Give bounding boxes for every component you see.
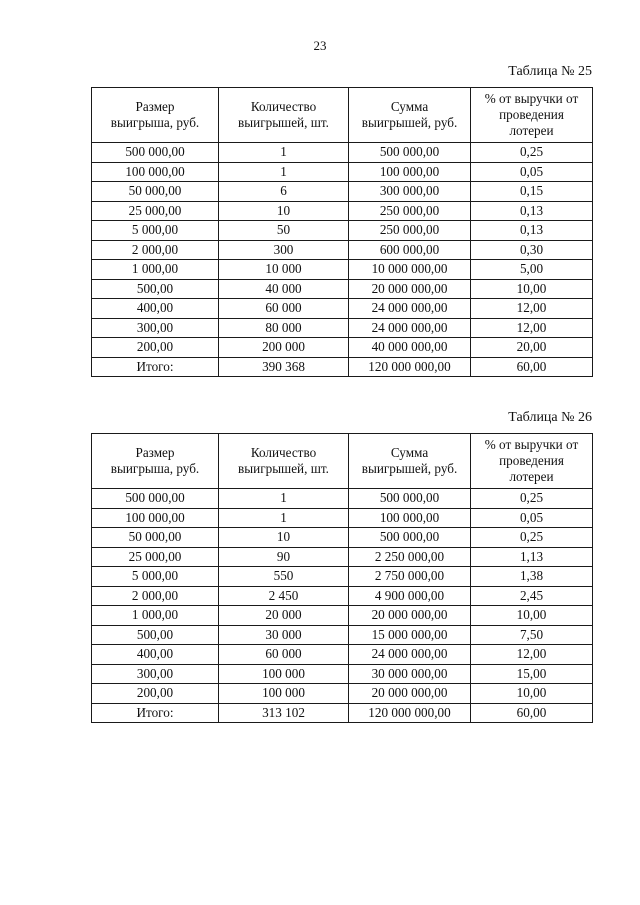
cell-prize-size: 300,00 xyxy=(92,318,219,338)
cell-prize-size: 500,00 xyxy=(92,279,219,299)
total-revenue-percent: 60,00 xyxy=(471,357,593,377)
table-row xyxy=(92,625,593,645)
cell-prize-sum: 20 000 000,00 xyxy=(349,684,471,704)
cell-prize-size: 1 000,00 xyxy=(92,260,219,280)
cell-prize-count: 2 450 xyxy=(219,586,349,606)
cell-revenue-percent: 0,30 xyxy=(471,240,593,260)
cell-prize-count: 100 000 xyxy=(219,684,349,704)
cell-revenue-percent: 20,00 xyxy=(471,338,593,358)
cell-revenue-percent: 0,15 xyxy=(471,182,593,202)
total-label: Итого: xyxy=(92,703,219,723)
cell-revenue-percent: 1,38 xyxy=(471,567,593,587)
header-prize-count: Количество выигрышей, шт. xyxy=(219,434,349,489)
cell-prize-size: 300,00 xyxy=(92,664,219,684)
cell-prize-sum: 30 000 000,00 xyxy=(349,664,471,684)
cell-prize-size: 2 000,00 xyxy=(92,586,219,606)
cell-prize-sum: 100 000,00 xyxy=(349,508,471,528)
cell-prize-size: 200,00 xyxy=(92,338,219,358)
cell-prize-count: 90 xyxy=(219,547,349,567)
table-row xyxy=(92,240,593,260)
cell-revenue-percent: 12,00 xyxy=(471,299,593,319)
cell-prize-size: 100 000,00 xyxy=(92,162,219,182)
cell-revenue-percent: 0,25 xyxy=(471,528,593,548)
cell-revenue-percent: 10,00 xyxy=(471,279,593,299)
cell-revenue-percent: 0,13 xyxy=(471,201,593,221)
total-prize-sum: 120 000 000,00 xyxy=(349,357,471,377)
cell-prize-sum: 24 000 000,00 xyxy=(349,645,471,665)
table-row xyxy=(92,606,593,626)
cell-prize-size: 5 000,00 xyxy=(92,221,219,241)
cell-prize-count: 10 000 xyxy=(219,260,349,280)
cell-prize-count: 550 xyxy=(219,567,349,587)
table-total-row xyxy=(92,357,593,377)
prize-table-26 xyxy=(91,433,593,723)
header-prize-sum: Сумма выигрышей, руб. xyxy=(349,434,471,489)
cell-prize-size: 400,00 xyxy=(92,645,219,665)
table-row xyxy=(92,664,593,684)
cell-prize-size: 400,00 xyxy=(92,299,219,319)
table-row xyxy=(92,489,593,509)
header-prize-size: Размер выигрыша, руб. xyxy=(92,434,219,489)
cell-prize-size: 1 000,00 xyxy=(92,606,219,626)
cell-revenue-percent: 0,25 xyxy=(471,143,593,163)
total-prize-sum: 120 000 000,00 xyxy=(349,703,471,723)
cell-prize-sum: 24 000 000,00 xyxy=(349,299,471,319)
table-row xyxy=(92,143,593,163)
cell-prize-size: 25 000,00 xyxy=(92,201,219,221)
total-label: Итого: xyxy=(92,357,219,377)
table-header-row xyxy=(92,88,593,143)
cell-prize-sum: 20 000 000,00 xyxy=(349,279,471,299)
cell-prize-size: 5 000,00 xyxy=(92,567,219,587)
table-row xyxy=(92,318,593,338)
cell-prize-size: 500,00 xyxy=(92,625,219,645)
table-row xyxy=(92,162,593,182)
cell-prize-sum: 300 000,00 xyxy=(349,182,471,202)
cell-revenue-percent: 15,00 xyxy=(471,664,593,684)
cell-revenue-percent: 12,00 xyxy=(471,318,593,338)
prize-table-25 xyxy=(91,87,593,377)
cell-revenue-percent: 5,00 xyxy=(471,260,593,280)
cell-prize-count: 10 xyxy=(219,201,349,221)
cell-prize-count: 30 000 xyxy=(219,625,349,645)
cell-prize-sum: 100 000,00 xyxy=(349,162,471,182)
header-prize-sum: Сумма выигрышей, руб. xyxy=(349,88,471,143)
table-row xyxy=(92,508,593,528)
cell-prize-count: 300 xyxy=(219,240,349,260)
table-row xyxy=(92,547,593,567)
cell-prize-count: 1 xyxy=(219,162,349,182)
cell-prize-size: 25 000,00 xyxy=(92,547,219,567)
table-row xyxy=(92,279,593,299)
cell-prize-sum: 2 250 000,00 xyxy=(349,547,471,567)
table-row xyxy=(92,586,593,606)
cell-prize-size: 500 000,00 xyxy=(92,489,219,509)
cell-prize-sum: 600 000,00 xyxy=(349,240,471,260)
table-row xyxy=(92,299,593,319)
cell-prize-sum: 4 900 000,00 xyxy=(349,586,471,606)
cell-prize-sum: 10 000 000,00 xyxy=(349,260,471,280)
cell-revenue-percent: 12,00 xyxy=(471,645,593,665)
cell-prize-count: 6 xyxy=(219,182,349,202)
cell-prize-sum: 2 750 000,00 xyxy=(349,567,471,587)
cell-revenue-percent: 2,45 xyxy=(471,586,593,606)
cell-prize-sum: 500 000,00 xyxy=(349,143,471,163)
cell-prize-count: 40 000 xyxy=(219,279,349,299)
cell-prize-sum: 40 000 000,00 xyxy=(349,338,471,358)
header-revenue-percent: % от выручки от проведения лотереи xyxy=(471,88,593,143)
total-prize-count: 390 368 xyxy=(219,357,349,377)
table-row xyxy=(92,567,593,587)
cell-prize-sum: 250 000,00 xyxy=(349,201,471,221)
table-header-row xyxy=(92,434,593,489)
cell-prize-sum: 250 000,00 xyxy=(349,221,471,241)
table-row xyxy=(92,201,593,221)
cell-prize-size: 2 000,00 xyxy=(92,240,219,260)
table-row xyxy=(92,260,593,280)
cell-revenue-percent: 0,05 xyxy=(471,162,593,182)
cell-prize-size: 100 000,00 xyxy=(92,508,219,528)
cell-prize-count: 20 000 xyxy=(219,606,349,626)
table-row xyxy=(92,182,593,202)
table-row xyxy=(92,684,593,704)
cell-prize-size: 50 000,00 xyxy=(92,528,219,548)
cell-revenue-percent: 0,25 xyxy=(471,489,593,509)
cell-prize-size: 500 000,00 xyxy=(92,143,219,163)
cell-prize-count: 200 000 xyxy=(219,338,349,358)
cell-prize-count: 1 xyxy=(219,508,349,528)
cell-prize-size: 50 000,00 xyxy=(92,182,219,202)
cell-revenue-percent: 7,50 xyxy=(471,625,593,645)
cell-prize-count: 60 000 xyxy=(219,299,349,319)
cell-prize-sum: 20 000 000,00 xyxy=(349,606,471,626)
cell-prize-count: 60 000 xyxy=(219,645,349,665)
cell-prize-count: 50 xyxy=(219,221,349,241)
table-row xyxy=(92,338,593,358)
table-caption-26: Таблица № 26 xyxy=(508,410,592,425)
cell-revenue-percent: 0,13 xyxy=(471,221,593,241)
cell-prize-size: 200,00 xyxy=(92,684,219,704)
cell-prize-sum: 15 000 000,00 xyxy=(349,625,471,645)
cell-prize-sum: 500 000,00 xyxy=(349,489,471,509)
cell-prize-count: 10 xyxy=(219,528,349,548)
header-revenue-percent: % от выручки от проведения лотереи xyxy=(471,434,593,489)
cell-prize-count: 80 000 xyxy=(219,318,349,338)
table-total-row xyxy=(92,703,593,723)
cell-revenue-percent: 1,13 xyxy=(471,547,593,567)
cell-revenue-percent: 10,00 xyxy=(471,684,593,704)
table-row xyxy=(92,645,593,665)
cell-prize-count: 1 xyxy=(219,489,349,509)
cell-prize-count: 100 000 xyxy=(219,664,349,684)
header-prize-count: Количество выигрышей, шт. xyxy=(219,88,349,143)
header-prize-size: Размер выигрыша, руб. xyxy=(92,88,219,143)
table-row xyxy=(92,221,593,241)
cell-revenue-percent: 10,00 xyxy=(471,606,593,626)
total-prize-count: 313 102 xyxy=(219,703,349,723)
total-revenue-percent: 60,00 xyxy=(471,703,593,723)
cell-prize-count: 1 xyxy=(219,143,349,163)
cell-prize-sum: 500 000,00 xyxy=(349,528,471,548)
table-caption-25: Таблица № 25 xyxy=(508,64,592,79)
table-row xyxy=(92,528,593,548)
cell-prize-sum: 24 000 000,00 xyxy=(349,318,471,338)
cell-revenue-percent: 0,05 xyxy=(471,508,593,528)
page-number: 23 xyxy=(313,38,327,53)
